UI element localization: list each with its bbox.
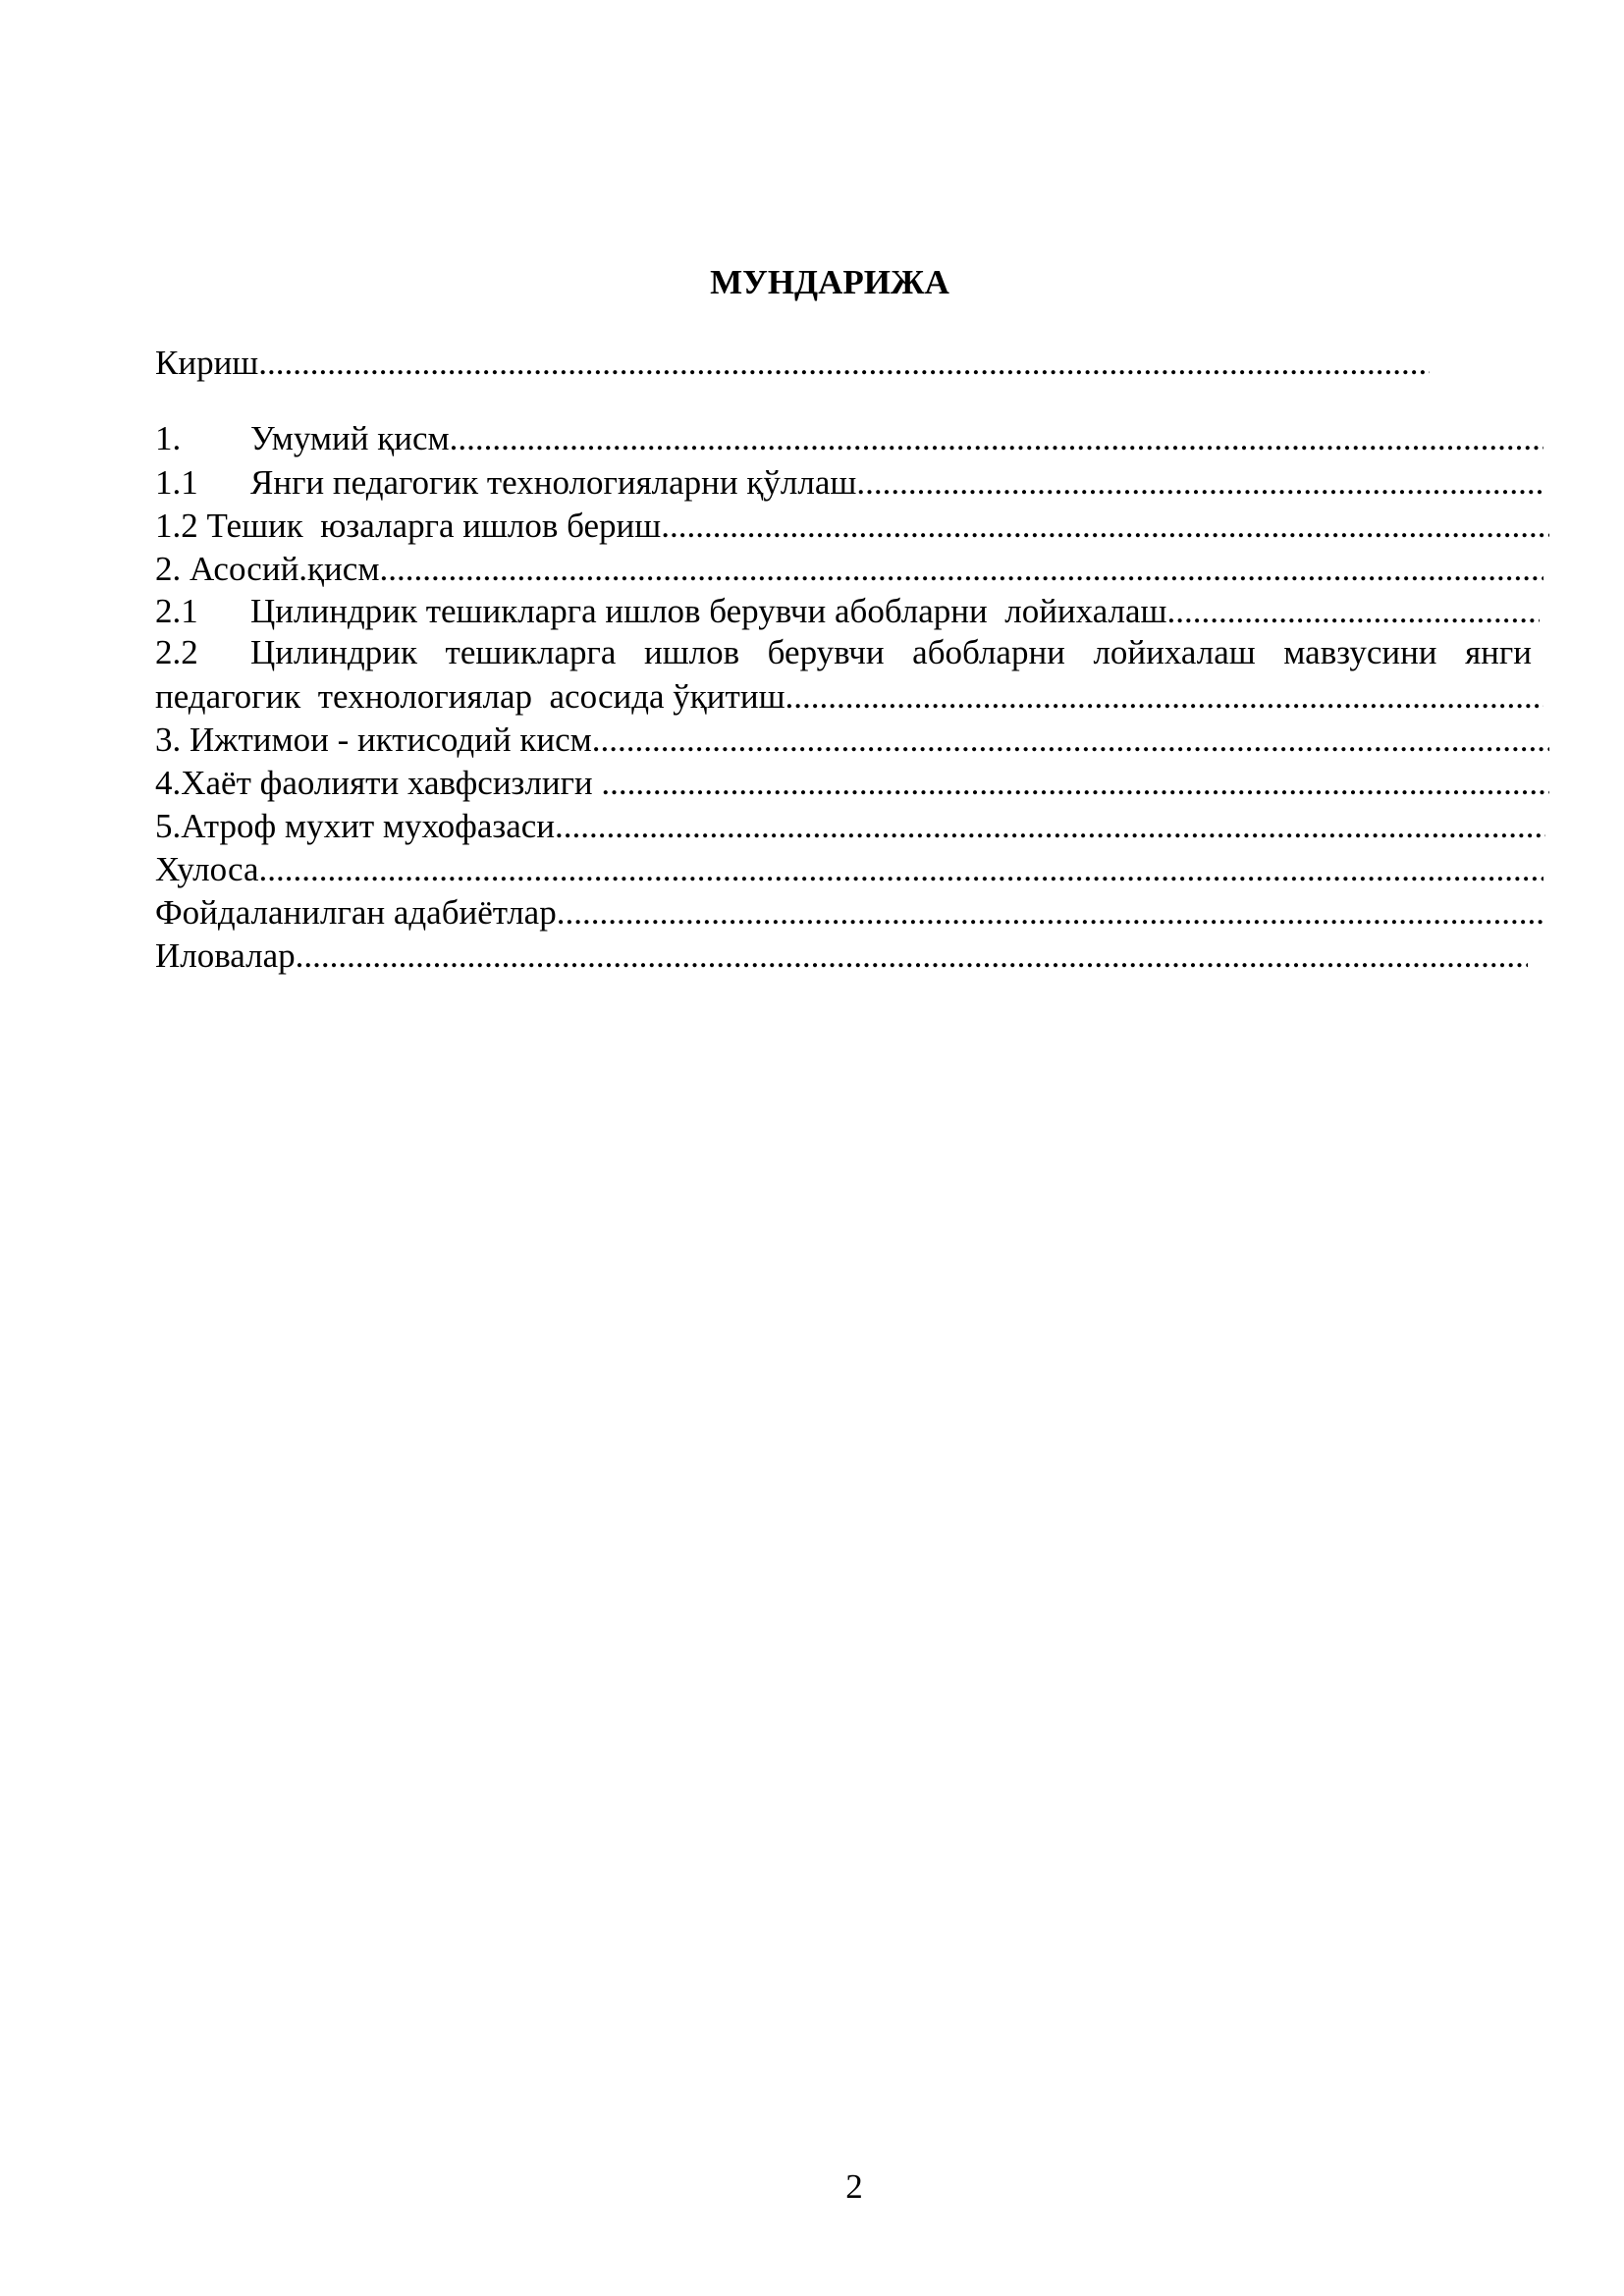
toc-entry-number: 2.2: [155, 633, 198, 671]
toc-leader-dots: [557, 893, 1543, 933]
toc-entry-number: 2.1: [155, 592, 198, 630]
toc-entry-text: Цилиндрик тешикларга ишлов берувчи абобларни лойихалаш: [250, 592, 1167, 630]
toc-entry-environmental-protection: [155, 807, 1545, 846]
toc-leader-dots: [259, 850, 1544, 889]
toc-entry-references: [155, 893, 1543, 933]
toc-entry-text: педагогик технологиялар асосида ўқитиш: [155, 677, 785, 716]
toc-entry-text: Кириш: [155, 344, 259, 382]
toc-leader-dots: [1167, 592, 1541, 631]
toc-leader-dots: [592, 721, 1549, 760]
toc-entry-new-pedagogical-technologies: [155, 463, 1543, 503]
toc-leader-dots: [856, 463, 1543, 503]
toc-entry-text: 1.2 Тешик юзаларга ишлов бериш: [155, 507, 662, 545]
toc-entry-text: Янги педагогик технологияларни қўллаш: [250, 463, 857, 502]
toc-leader-dots: [258, 344, 1430, 383]
toc-entry-text: Цилиндрик тешикларга ишлов берувчи абобларни лойихалаш мавзусини янги: [250, 633, 1532, 671]
toc-entry-number: 1.1: [155, 463, 198, 502]
toc-entry-text: Умумий қисм: [250, 419, 450, 457]
toc-leader-dots: [379, 550, 1543, 589]
toc-leader-dots: [450, 419, 1543, 458]
page-number: 2: [845, 2167, 863, 2206]
toc-entry-text: 4.Хаёт фаолияти хавфсизлиги: [155, 764, 602, 802]
toc-entry-text: 2. Асосий.қисм: [155, 550, 380, 588]
toc-leader-dots: [555, 807, 1545, 846]
toc-entry-life-safety: [155, 764, 1549, 803]
toc-entry-text: Фойдаланилган адабиётлар: [155, 893, 557, 932]
toc-entry-socio-economic-part: [155, 721, 1549, 760]
toc-entry-introduction: [155, 344, 1430, 383]
toc-entry-main-part: [155, 550, 1543, 589]
toc-entry-cylindrical-holes-tool-design: [155, 592, 1540, 631]
toc-entry-teaching-topic-line2: [155, 677, 1543, 717]
toc-entry-text: Хулоса: [155, 850, 259, 888]
toc-entry-text: Иловалар: [155, 936, 296, 975]
toc-entry-text: 3. Ижтимои - иктисодий кисм: [155, 721, 592, 759]
toc-leader-dots: [661, 507, 1549, 546]
toc-entry-hole-surface-machining: [155, 507, 1549, 546]
toc-entry-appendices: [155, 936, 1528, 976]
toc-title: МУНДАРИЖА: [710, 263, 949, 301]
toc-entry-text: 5.Атроф мухит мухофазаси: [155, 807, 556, 845]
toc-entry-general-part: [155, 419, 1543, 458]
toc-leader-dots: [601, 764, 1549, 803]
toc-leader-dots: [785, 677, 1543, 717]
toc-entry-number: 1.: [155, 419, 182, 457]
toc-leader-dots: [296, 936, 1528, 976]
toc-entry-conclusion: [155, 850, 1543, 889]
toc-entry-teaching-topic-line1: [155, 633, 1532, 672]
